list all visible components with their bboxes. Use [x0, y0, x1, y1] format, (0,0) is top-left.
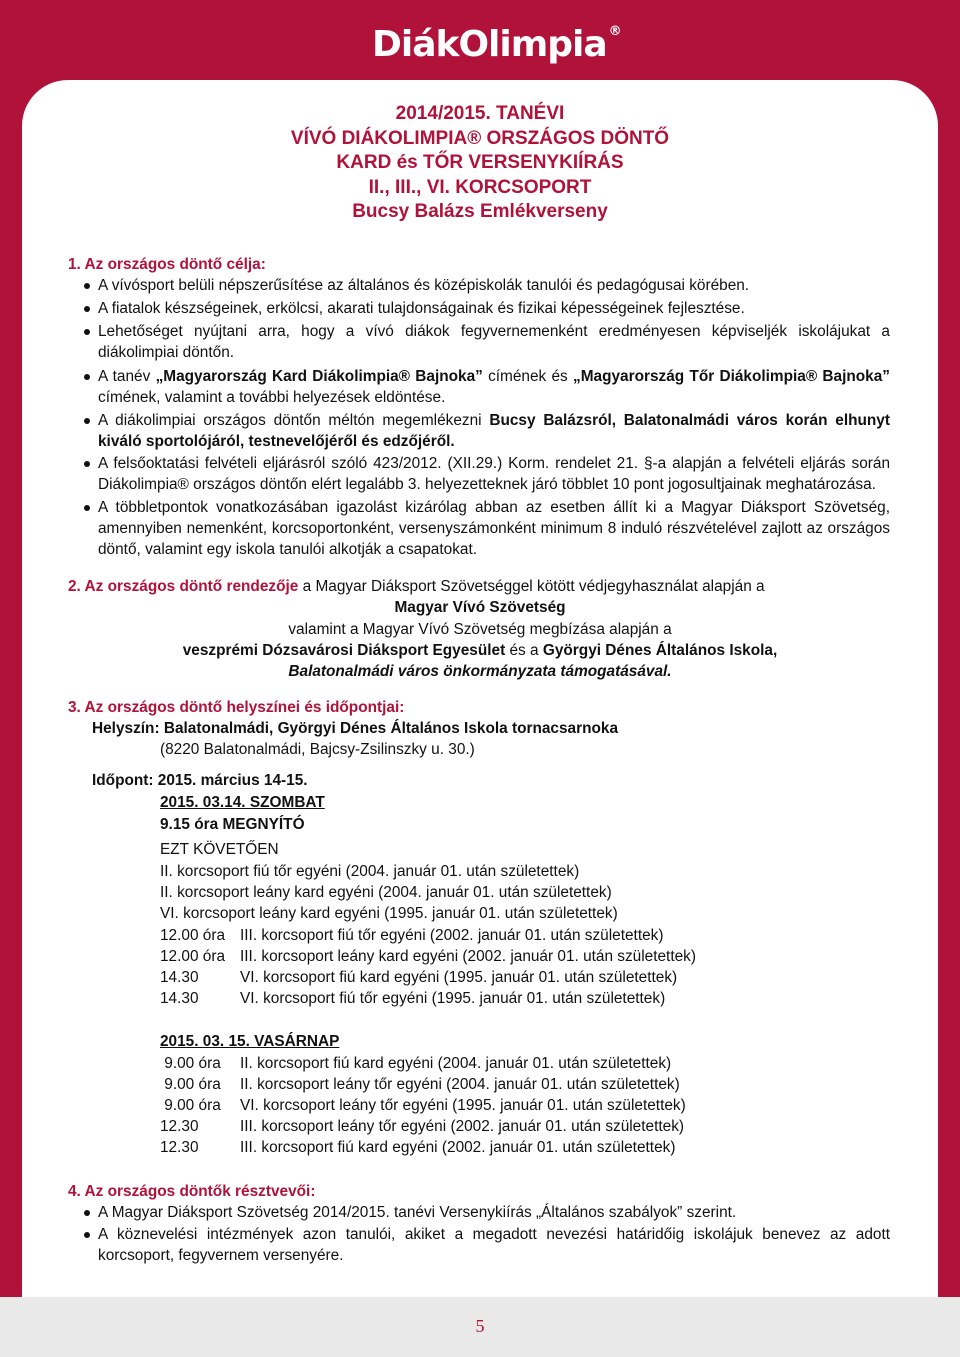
s1-b4-text-a: A tanév: [98, 368, 156, 385]
day-1-heading: 2015. 03.14. SZOMBAT: [160, 794, 325, 811]
day2-item: [160, 1053, 671, 1074]
title-line-4: II., III., VI. KORCSOPORT: [368, 176, 592, 198]
document-title: [0, 102, 960, 225]
venue-address: (8220 Balatonalmádi, Bajcsy-Zsilinszky u. 30.): [160, 741, 475, 758]
day2-item: [160, 1074, 680, 1095]
logo-text: DiákOlimpia: [372, 23, 607, 65]
title-line-3: KARD és TŐR VERSENYKIÍRÁS: [336, 152, 624, 174]
bullet-icon: [84, 461, 90, 467]
s1-b5-text-a: A diákolimpiai országos döntőn méltón megemlékezni: [98, 412, 490, 429]
bullet-icon: [84, 1232, 90, 1238]
bullet-icon: [84, 306, 90, 312]
after-label: EZT KÖVETŐEN: [160, 841, 279, 858]
day1-item: [160, 861, 579, 882]
day1-item: [160, 882, 612, 903]
bullet-icon: [84, 374, 90, 380]
s1-bullet-4: [98, 366, 890, 408]
s1-bullet-6: A felsőoktatási felvételi eljárásról szóló 423/2012. (XII.29.) Korm. rendelet 21. §-a alapján a felvételi eljárás során Diákolimpia® országos döntőn elért legalább 3. helyezetteknek járó többlet 10 pont jogosultjainak meghatározása.: [98, 455, 890, 493]
day2-time: 12.30: [160, 1139, 199, 1156]
section-3-heading: 3. Az országos döntő helyszínei és időpontjai:: [68, 699, 405, 716]
day2-item: [160, 1137, 675, 1158]
day-2-heading: 2015. 03. 15. VASÁRNAP: [160, 1033, 340, 1050]
day1-event: II. korcsoport fiú tőr egyéni (2004. január 01. után születettek): [160, 863, 580, 880]
opening-ceremony: 9.15 óra MEGNYÍTÓ: [160, 816, 305, 833]
kard-champion-title: „Magyarország Kard Diákolimpia® Bajnoka”: [155, 368, 483, 385]
day1-event: III. korcsoport leány kard egyéni (2002. január 01. után születettek): [240, 948, 696, 965]
bullet-icon: [84, 283, 90, 289]
title-line-2: VÍVÓ DIÁKOLIMPIA® ORSZÁGOS DÖNTŐ: [290, 127, 670, 149]
day2-event: III. korcsoport fiú kard egyéni (2002. január 01. után születettek): [240, 1139, 676, 1156]
day1-event: VI. korcsoport fiú tőr egyéni (1995. január 01. után születettek): [240, 990, 666, 1007]
day1-item: [160, 903, 618, 924]
day1-event: VI. korcsoport fiú kard egyéni (1995. január 01. után születettek): [240, 969, 678, 986]
diakolimpia-logo: [372, 22, 621, 66]
day2-event: III. korcsoport leány tőr egyéni (2002. január 01. után születettek): [240, 1118, 685, 1135]
venue: Helyszín: Balatonalmádi, Györgyi Dénes Általános Iskola tornacsarnoka: [92, 720, 619, 737]
day1-event: III. korcsoport fiú tőr egyéni (2002. január 01. után születettek): [240, 927, 664, 944]
title-line-1: 2014/2015. TANÉVI: [395, 103, 565, 124]
day2-time: 9.00 óra: [160, 1076, 221, 1093]
page-number: 5: [475, 1316, 485, 1336]
day1-item: [160, 988, 665, 1009]
bullet-icon: [84, 329, 90, 335]
s1-bullet-3: Lehetőséget nyújtani arra, hogy a vívó diákok fegyvernemenként eredményesen képviseljék iskolájukat a diákolimpiai döntőn.: [98, 323, 890, 361]
day1-event: II. korcsoport leány kard egyéni (2004. január 01. után születettek): [160, 884, 612, 901]
s2-school: Györgyi Dénes Általános Iskola,: [542, 642, 778, 659]
day2-time: 12.30: [160, 1118, 199, 1135]
section-2-heading: 2. Az országos döntő rendezője: [68, 578, 299, 595]
tor-champion-title: „Magyarország Tőr Diákolimpia® Bajnoka”: [573, 368, 891, 385]
day2-event: II. korcsoport fiú kard egyéni (2004. január 01. után születettek): [240, 1055, 672, 1072]
day2-item: [160, 1116, 684, 1137]
bullet-icon: [84, 505, 90, 511]
s1-b4-text-c: címének és: [482, 368, 573, 385]
day2-item: [160, 1095, 686, 1116]
day1-time: 12.00 óra: [160, 927, 226, 944]
s4-bullet-1: A Magyar Diáksport Szövetség 2014/2015. tanévi Versenykiírás „Általános szabályok” szerint.: [98, 1204, 737, 1221]
day1-item: [160, 967, 677, 988]
day2-time: 9.00 óra: [160, 1097, 221, 1114]
day1-event: VI. korcsoport leány kard egyéni (1995. január 01. után születettek): [160, 905, 618, 922]
s1-bullet-7: A többletpontok vonatkozásában igazolást kizárólag abban az esetben állít ki a Magyar Diáksport Szövetség, amennyiben nemenként, korcsoportonként, versenyszámonként minimum 8 induló részvételével zajlott az országos döntő, valamint egy iskola tanulói alkotják a csapatokat.: [98, 499, 890, 558]
s1-bullet-1: A vívósport belüli népszerűsítése az általános és középiskolák tanulói és pedagógusai körében.: [98, 277, 750, 294]
section-1-heading: 1. Az országos döntő célja:: [68, 256, 266, 273]
s4-bullet-2: A köznevelési intézmények azon tanulói, akiket a megadott nevezési határidőig iskolájuk benevez az adott korcsoport, fegyvernem versenyére.: [98, 1226, 890, 1264]
bullet-icon: [84, 1210, 90, 1216]
s2-club: veszprémi Dózsavárosi Diáksport Egyesület: [182, 642, 506, 659]
s2-line-3: valamint a Magyar Vívó Szövetség megbízása alapján a: [288, 621, 672, 638]
s2-organizer: Magyar Vívó Szövetség: [394, 599, 566, 616]
day2-event: VI. korcsoport leány tőr egyéni (1995. január 01. után születettek): [240, 1097, 686, 1114]
s2-line-1-rest: a Magyar Diáksport Szövetséggel kötött védjegyhasználat alapján a: [298, 578, 765, 595]
s2-line-4: [0, 640, 960, 661]
day1-time: 14.30: [160, 969, 199, 986]
event-date: Időpont: 2015. március 14-15.: [92, 772, 308, 789]
day2-time: 9.00 óra: [160, 1055, 221, 1072]
s1-b4-text-e: címének, valamint a további helyezések eldöntése.: [98, 389, 446, 406]
bullet-icon: [84, 418, 90, 424]
memorial-text: Bucsy Balázsról, Balatonalmádi város korán elhunyt kiváló sportolójáról, testnevelőjéről és edzőjéről.: [98, 412, 890, 450]
day1-item: [160, 946, 696, 967]
s1-bullet-2: A fiatalok készségeinek, erkölcsi, akarati tulajdonságainak és fizikai képességeinek fejlesztése.: [98, 300, 745, 317]
day1-time: 12.00 óra: [160, 948, 226, 965]
day2-event: II. korcsoport leány tőr egyéni (2004. január 01. után születettek): [240, 1076, 680, 1093]
s1-bullet-5: [98, 410, 890, 452]
s2-support: Balatonalmádi város önkormányzata támogatásával.: [288, 663, 672, 680]
section-4-heading: 4. Az országos döntők résztvevői:: [68, 1183, 316, 1200]
logo-registered-mark: ®: [608, 24, 621, 39]
title-line-5: Bucsy Balázs Emlékverseny: [352, 201, 608, 223]
day1-item: [160, 925, 663, 946]
s2-and: és a: [505, 642, 543, 659]
day1-time: 14.30: [160, 990, 199, 1007]
section-2-first-line: [68, 576, 765, 597]
